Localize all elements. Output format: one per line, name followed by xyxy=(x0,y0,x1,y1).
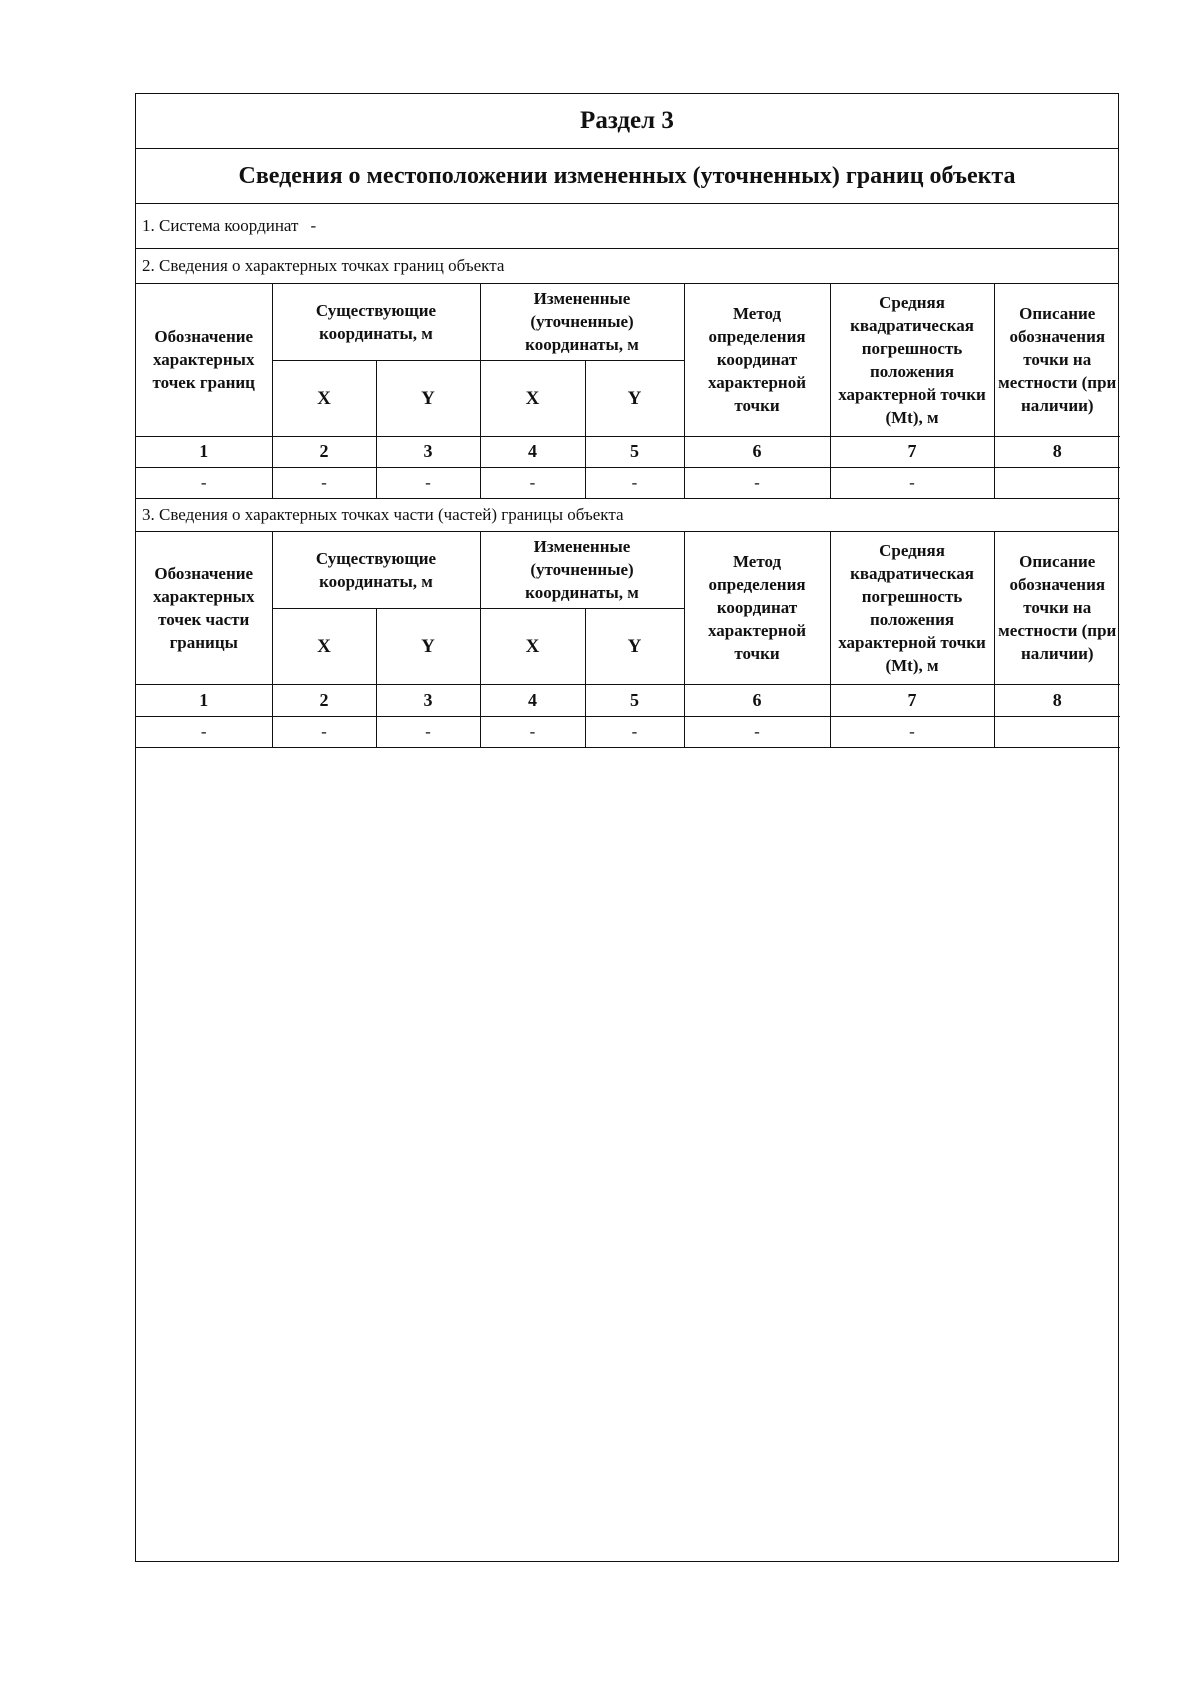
column-number: 7 xyxy=(830,684,994,716)
table-cell: - xyxy=(376,467,480,498)
column-number: 6 xyxy=(684,684,830,716)
coordinate-system-row xyxy=(136,204,1118,249)
header-designation: Обозначение характерных точек части границы xyxy=(136,532,272,684)
table1-heading: 2. Сведения о характерных точках границ объекта xyxy=(136,249,1118,284)
table-cell: - xyxy=(585,716,684,747)
column-number: 2 xyxy=(272,684,376,716)
boundary-part-points-table xyxy=(136,532,1120,748)
header-method: Метод определения координат характерной точки xyxy=(684,532,830,684)
header-description: Описание обозначения точки на местности (при наличии) xyxy=(994,284,1120,436)
header-changed-coordinates: Измененные (уточненные) координаты, м xyxy=(480,532,684,608)
table-cell: - xyxy=(376,716,480,747)
column-number: 3 xyxy=(376,684,480,716)
column-number: 4 xyxy=(480,684,585,716)
column-number: 8 xyxy=(994,436,1120,467)
column-number: 3 xyxy=(376,436,480,467)
table-cell: - xyxy=(830,467,994,498)
table-cell: - xyxy=(684,716,830,747)
table-cell: - xyxy=(272,716,376,747)
column-number: 5 xyxy=(585,436,684,467)
column-number: 4 xyxy=(480,436,585,467)
column-number: 1 xyxy=(136,436,272,467)
coordinate-system-value: - xyxy=(310,216,317,235)
header-x-existing: X xyxy=(272,608,376,684)
table-cell: - xyxy=(830,716,994,747)
table-cell: - xyxy=(136,716,272,747)
section-title: Раздел 3 xyxy=(136,94,1118,149)
header-error: Средняя квадратическая погрешность положения характерной точки (Mt), м xyxy=(830,284,994,436)
header-error: Средняя квадратическая погрешность положения характерной точки (Mt), м xyxy=(830,532,994,684)
column-number: 7 xyxy=(830,436,994,467)
table-cell: - xyxy=(585,467,684,498)
header-method: Метод определения координат характерной точки xyxy=(684,284,830,436)
header-x-changed: X xyxy=(480,360,585,436)
header-y-changed: Y xyxy=(585,608,684,684)
header-existing-coordinates: Существующие координаты, м xyxy=(272,532,480,608)
coordinate-system-label: 1. Система координат xyxy=(142,216,299,235)
column-number: 8 xyxy=(994,684,1120,716)
header-y-existing: Y xyxy=(376,608,480,684)
header-x-changed: X xyxy=(480,608,585,684)
table-cell: - xyxy=(480,467,585,498)
header-existing-coordinates: Существующие координаты, м xyxy=(272,284,480,360)
header-description: Описание обозначения точки на местности (при наличии) xyxy=(994,532,1120,684)
document-frame xyxy=(135,93,1119,1562)
table-cell: - xyxy=(272,467,376,498)
table-cell: - xyxy=(136,467,272,498)
table2-heading: 3. Сведения о характерных точках части (частей) границы объекта xyxy=(136,498,1118,532)
document-title: Сведения о местоположении измененных (уточненных) границ объекта xyxy=(136,149,1118,204)
table-cell: - xyxy=(684,467,830,498)
header-designation: Обозначение характерных точек границ xyxy=(136,284,272,436)
table-cell xyxy=(994,467,1120,498)
column-number: 1 xyxy=(136,684,272,716)
table-cell: - xyxy=(480,716,585,747)
header-y-existing: Y xyxy=(376,360,480,436)
header-x-existing: X xyxy=(272,360,376,436)
header-y-changed: Y xyxy=(585,360,684,436)
column-number: 2 xyxy=(272,436,376,467)
table-cell xyxy=(994,716,1120,747)
column-number: 5 xyxy=(585,684,684,716)
header-changed-coordinates: Измененные (уточненные) координаты, м xyxy=(480,284,684,360)
column-number: 6 xyxy=(684,436,830,467)
boundary-points-table xyxy=(136,284,1120,499)
